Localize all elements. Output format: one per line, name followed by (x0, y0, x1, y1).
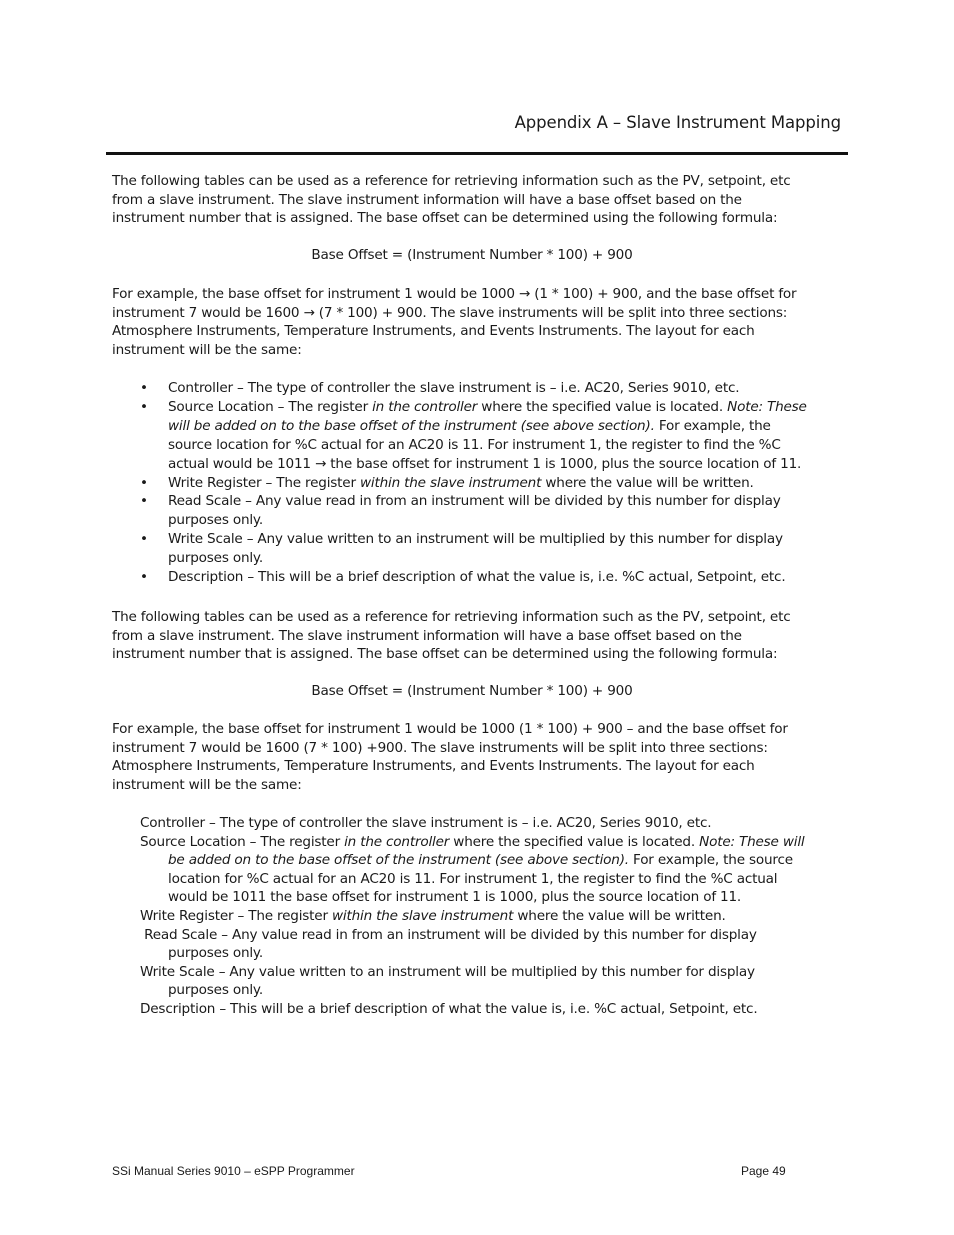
section2-formula (0, 683, 954, 699)
bullet-controller: • Controller – The type of controller the slave instrument is – i.e. AC20, Series 9010, etc. (140, 380, 740, 396)
list-item-read-scale: Read Scale – Any value read in from an instrument will be divided by this number for display purposes only. (140, 926, 757, 962)
page-header-title: Appendix A – Slave Instrument Mapping (514, 113, 841, 132)
section1-formula (0, 247, 954, 263)
intro-line: from a slave instrument. The slave instrument information will have a base offset based on the (112, 627, 742, 644)
formula-text: Base Offset = (Instrument Number * 100) + 900 (311, 247, 633, 263)
intro-line: The following tables can be used as a reference for retrieving information such as the PV, setpoint, etc (112, 609, 791, 625)
bullet-write-register: • Write Register – The register within the slave instrument where the value will be written. (140, 474, 754, 491)
bullet-description: • Description – This will be a brief description of what the value is, i.e. %C actual, Setpoint, etc. (140, 569, 786, 586)
list-item-description: Description – This will be a brief description of what the value is, i.e. %C actual, Setpoint, etc. (140, 1000, 758, 1017)
bullet-read-scale: • Read Scale – Any value read in from an instrument will be divided by this number for display purposes only. (140, 493, 781, 529)
bullet-source-location: • Source Location – The register in the controller where the specified value is located. Note: These will be added on to the base offset of the instrument (see above section). For example, the source location for %C actual for an AC20 is 11. For instrument 1, the register to find the %C actual would be 1011 → the base offset for instrument 1 is 1000, plus the source location of 11. (140, 398, 807, 472)
list-item-source-location: Source Location – The register in the controller where the specified value is located. Note: These will be added on to the base offset of the instrument (see above section). For example, the source location for %C actual for an AC20 is 11. For instrument 1, the register to find the %C actual would be 1011 the base offset for instrument 1 is 1000, plus the source location of 11. (140, 833, 805, 906)
list-item-write-register: Write Register – The register within the slave instrument where the value will be written. (140, 907, 726, 924)
section2-intro (112, 608, 852, 664)
list-item-controller: Controller – The type of controller the slave instrument is – i.e. AC20, Series 9010, etc. (140, 815, 712, 831)
bullet-dot: • (140, 531, 148, 548)
example-line: For example, the base offset for instrument 1 would be 1000 (1 * 100) + 900 – and the base offset for (112, 721, 788, 737)
intro-line: instrument number that is assigned. The base offset can be determined using the following formula: (112, 646, 778, 663)
bullet-dot: • (140, 493, 148, 510)
intro-line: from a slave instrument. The slave instrument information will have a base offset based on the (112, 191, 742, 208)
example-line: instrument will be the same: (112, 342, 302, 359)
bullet-dot: • (140, 474, 148, 491)
section2-list (140, 814, 860, 1019)
list-item-write-scale: Write Scale – Any value written to an instrument will be multiplied by this number for display purposes only. (140, 963, 755, 999)
section1-intro (112, 172, 852, 228)
header-rule (106, 152, 848, 155)
example-line: instrument 7 would be 1600 (7 * 100) +900. The slave instruments will be split into three sections: (112, 739, 768, 756)
section1-example (112, 285, 852, 360)
intro-line: instrument number that is assigned. The base offset can be determined using the following formula: (112, 210, 778, 227)
example-line: Atmosphere Instruments, Temperature Instruments, and Events Instruments. The layout for each (112, 758, 755, 775)
example-line: For example, the base offset for instrument 1 would be 1000 → (1 * 100) + 900, and the base offset for (112, 286, 797, 302)
example-line: instrument will be the same: (112, 777, 302, 794)
example-line: Atmosphere Instruments, Temperature Instruments, and Events Instruments. The layout for each (112, 323, 755, 340)
section2-example (112, 720, 852, 795)
footer-page-number: Page 49 (741, 1164, 786, 1178)
footer-manual-title: SSi Manual Series 9010 – eSPP Programmer (112, 1164, 355, 1178)
example-line: instrument 7 would be 1600 → (7 * 100) + 900. The slave instruments will be split into three sections: (112, 304, 788, 321)
bullet-write-scale: • Write Scale – Any value written to an instrument will be multiplied by this number for display purposes only. (140, 531, 783, 567)
bullet-dot: • (140, 398, 148, 415)
formula-text: Base Offset = (Instrument Number * 100) + 900 (311, 683, 633, 699)
intro-line: The following tables can be used as a reference for retrieving information such as the PV, setpoint, etc (112, 173, 791, 189)
section1-bullet-list (112, 379, 852, 587)
bullet-dot: • (140, 569, 148, 586)
bullet-dot: • (140, 380, 148, 396)
